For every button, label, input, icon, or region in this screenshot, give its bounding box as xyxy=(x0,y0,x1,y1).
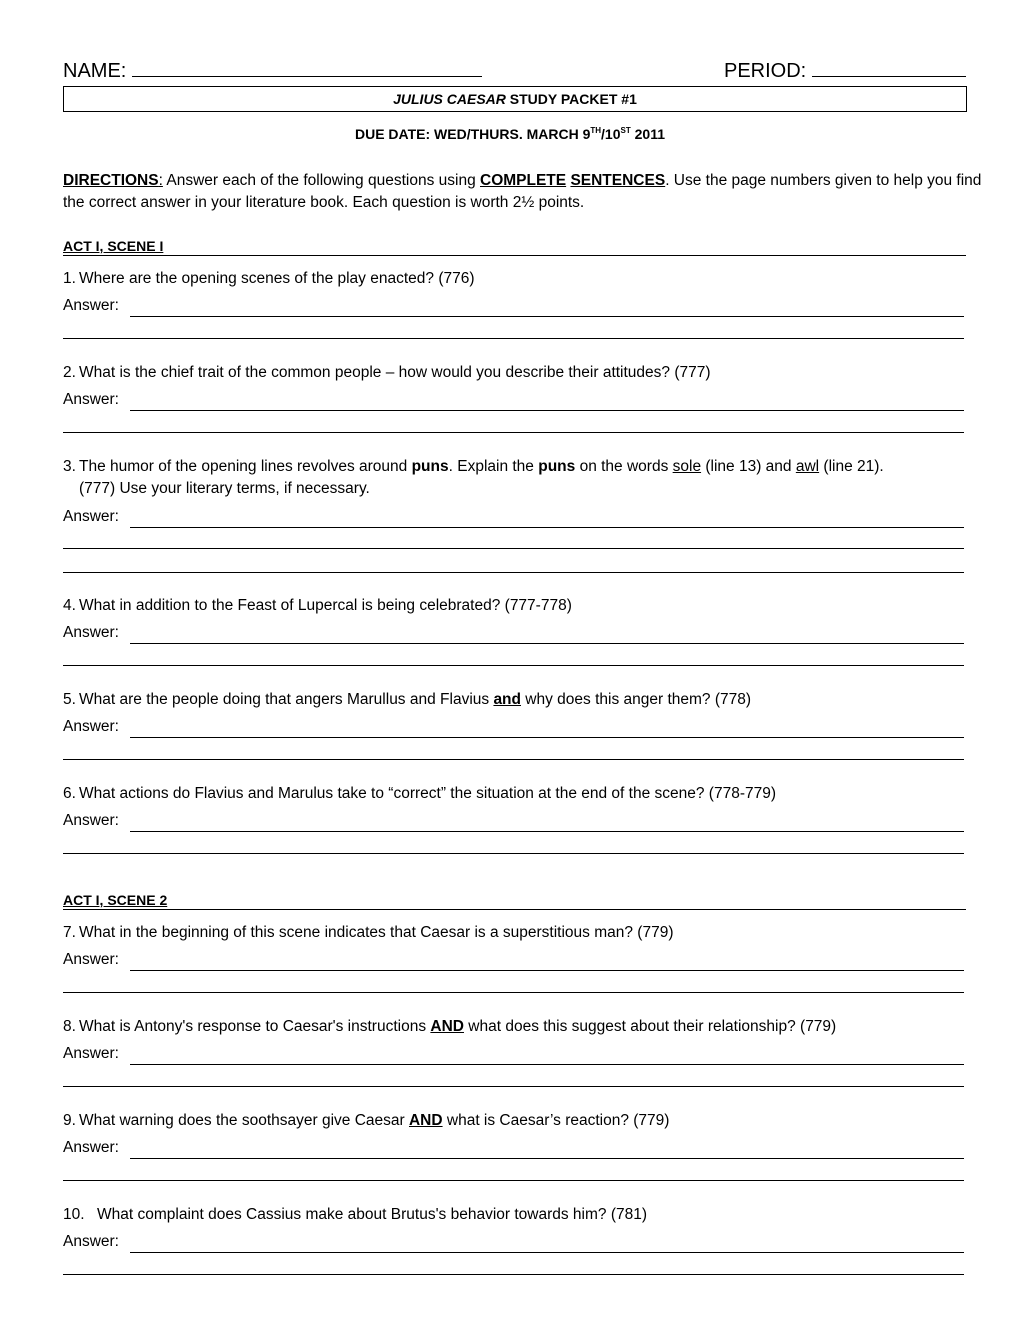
question-text: (line 21). xyxy=(819,458,884,475)
question-emphasis: AND xyxy=(430,1018,464,1035)
question-underlined: awl xyxy=(795,458,820,475)
answer-line[interactable] xyxy=(63,1233,964,1253)
question-number: 1. xyxy=(63,270,76,287)
question-number: 6. xyxy=(63,785,76,802)
question-text: Where are the opening scenes of the play enacted? (776) xyxy=(79,270,475,287)
due-prefix: DUE DATE: WED/THURS. MARCH 9 xyxy=(354,126,591,142)
period-blank[interactable] xyxy=(812,60,966,77)
answer-label: Answer: xyxy=(63,1045,119,1062)
answer-label: Answer: xyxy=(63,1233,119,1250)
packet-title xyxy=(63,86,967,112)
question-text: The humor of the opening lines revolves around xyxy=(79,458,412,475)
answer-extra-line[interactable] xyxy=(63,992,964,993)
answer-line[interactable] xyxy=(63,624,964,644)
section-heading: ACT I, SCENE 2 xyxy=(63,891,966,910)
period-field xyxy=(724,60,966,83)
directions xyxy=(63,170,993,214)
answer-label: Answer: xyxy=(63,508,119,525)
answer-line[interactable] xyxy=(63,951,964,971)
question-text: why does this anger them? (778) xyxy=(521,691,752,708)
question-text: What in addition to the Feast of Lupercal is being celebrated? (777-778) xyxy=(79,597,572,614)
question-text: What in the beginning of this scene indicates that Caesar is a superstitious man? (779) xyxy=(79,924,674,941)
due-suffix: 2011 xyxy=(630,126,666,142)
answer-label: Answer: xyxy=(63,718,119,735)
question-text: (line 13) and xyxy=(701,458,796,475)
answer-line[interactable] xyxy=(63,1045,964,1065)
answer-label: Answer: xyxy=(63,1139,119,1156)
title-italic: JULIUS CAESAR xyxy=(393,91,506,107)
question xyxy=(63,362,966,384)
question-number: 9. xyxy=(63,1112,76,1129)
directions-colon: : xyxy=(158,172,163,189)
due-mid: /10 xyxy=(601,126,621,142)
name-blank[interactable] xyxy=(132,60,482,77)
question xyxy=(63,595,966,617)
title-rest: STUDY PACKET #1 xyxy=(505,91,637,107)
answer-label: Answer: xyxy=(63,391,119,408)
question-text: What are the people doing that angers Marullus and Flavius xyxy=(79,691,494,708)
question-number: 8. xyxy=(63,1018,76,1035)
question-text: what is Caesar’s reaction? (779) xyxy=(442,1112,670,1129)
directions-text1: Answer each of the following questions using xyxy=(162,172,480,189)
question xyxy=(63,1204,966,1226)
answer-extra-line[interactable] xyxy=(63,338,964,339)
due-sup1: TH xyxy=(590,126,602,135)
answer-extra-line[interactable] xyxy=(63,853,964,854)
answer-line[interactable] xyxy=(63,391,964,411)
question-underlined: sole xyxy=(672,458,702,475)
question-emphasis: puns xyxy=(538,458,576,475)
question-text: (777) Use your literary terms, if necessary. xyxy=(79,480,370,497)
question-number: 7. xyxy=(63,924,76,941)
answer-extra-line[interactable] xyxy=(63,548,964,549)
due-date xyxy=(0,126,1020,142)
directions-text2: . Use the page numbers given to help you find the correct answer in your literature book. Each question is worth 2½ points. xyxy=(63,172,982,211)
directions-complete: COMPLETE xyxy=(480,172,567,189)
question-number: 5. xyxy=(63,691,76,708)
answer-label: Answer: xyxy=(63,951,119,968)
answer-line[interactable] xyxy=(63,812,964,832)
question-text: What warning does the soothsayer give Caesar xyxy=(79,1112,409,1129)
question xyxy=(63,922,966,944)
directions-label: DIRECTIONS xyxy=(63,172,159,189)
answer-extra-line[interactable] xyxy=(63,665,964,666)
answer-label: Answer: xyxy=(63,297,119,314)
question xyxy=(63,456,966,500)
answer-line[interactable] xyxy=(63,1139,964,1159)
answer-extra-line[interactable] xyxy=(63,759,964,760)
question-number: 3. xyxy=(63,458,76,475)
question-emphasis: AND xyxy=(408,1112,443,1129)
section-heading: ACT I, SCENE I xyxy=(63,237,966,256)
answer-label: Answer: xyxy=(63,812,119,829)
question xyxy=(63,689,966,711)
question xyxy=(63,268,966,290)
answer-extra-line[interactable] xyxy=(63,1274,964,1275)
answer-line[interactable] xyxy=(63,718,964,738)
answer-line[interactable] xyxy=(63,297,964,317)
name-label: NAME: xyxy=(63,60,127,82)
question-emphasis: and xyxy=(493,691,521,708)
name-field xyxy=(63,60,482,83)
question-text: What is Antony's response to Caesar's instructions xyxy=(79,1018,431,1035)
question-number: 2. xyxy=(63,364,76,381)
question-text: what does this suggest about their relationship? (779) xyxy=(463,1018,837,1035)
answer-line[interactable] xyxy=(63,508,964,528)
period-label: PERIOD: xyxy=(724,60,807,82)
question xyxy=(63,783,966,805)
question-text: What complaint does Cassius make about Brutus's behavior towards him? (781) xyxy=(97,1206,648,1223)
directions-sentences: SENTENCES xyxy=(570,172,666,189)
question-text: on the words xyxy=(575,458,673,475)
question-number: 10. xyxy=(63,1206,85,1223)
question-number: 4. xyxy=(63,597,76,614)
question-text: What is the chief trait of the common people – how would you describe their attitudes? (777) xyxy=(79,364,711,381)
question-text: What actions do Flavius and Marulus take to “correct” the situation at the end of the scene? (778-779) xyxy=(79,785,777,802)
answer-extra-line[interactable] xyxy=(63,1180,964,1181)
question-text: . Explain the xyxy=(448,458,539,475)
answer-extra-line[interactable] xyxy=(63,432,964,433)
question xyxy=(63,1110,966,1132)
answer-extra-line[interactable] xyxy=(63,572,964,573)
answer-label: Answer: xyxy=(63,624,119,641)
due-sup2: ST xyxy=(620,126,631,135)
question-emphasis: puns xyxy=(411,458,449,475)
question xyxy=(63,1016,966,1038)
answer-extra-line[interactable] xyxy=(63,1086,964,1087)
